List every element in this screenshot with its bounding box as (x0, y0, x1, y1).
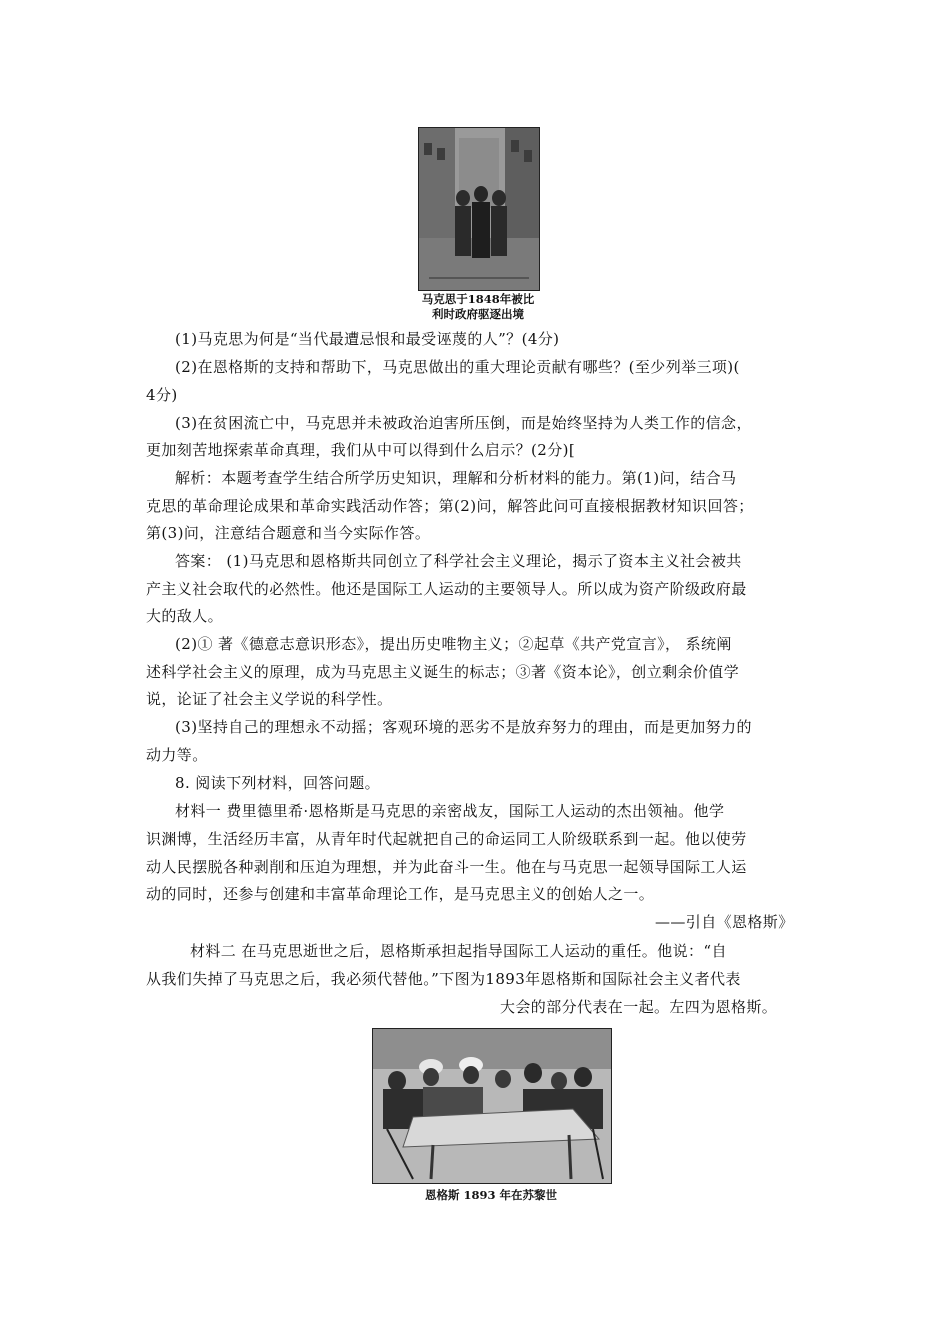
material1-line4: 动的同时，还参与创建和丰富革命理论工作，是马克思主义的创始人之一。 (146, 885, 655, 903)
answer1-line2: 产主义社会取代的必然性。他还是国际工人运动的主要领导人。所以成为资产阶级政府最 (146, 580, 747, 598)
question-3-line2: 更加刻苦地探索革命真理，我们从中可以得到什么启示？(2分)[ (146, 441, 576, 459)
street-scene-illustration (419, 128, 539, 290)
material2-line3: 大会的部分代表在一起。左四为恩格斯。 (500, 998, 778, 1016)
material1-line3: 动人民摆脱各种剥削和压迫为理想，并为此奋斗一生。他在与马克思一起领导国际工人运 (146, 858, 747, 876)
material2-line2: 从我们失掉了马克思之后，我必须代替他。”下图为1893年恩格斯和国际社会主义者代表 (146, 970, 741, 988)
material2-line1: 材料二 在马克思逝世之后，恩格斯承担起指导国际工人运动的重任。他说：“自 (190, 942, 727, 960)
question-3-line1: (3)在贫困流亡中，马克思并未被政治迫害所压倒，而是始终坚持为人类工作的信念， (175, 414, 752, 432)
group-photo-illustration (373, 1029, 611, 1183)
question-2-line2: 4分) (146, 386, 178, 404)
answer3-line1: (3)坚持自己的理想永不动摇；客观环境的恶劣不是放弃努力的理由，而是更加努力的 (175, 718, 752, 736)
figure1-caption-line1: 马克思于1848年被比 (421, 292, 535, 306)
figure1-caption (408, 292, 548, 322)
material1-line2: 识渊博，生活经历丰富，从青年时代起就把自己的命运同工人阶级联系到一起。他以使劳 (146, 830, 747, 848)
answer1-line3: 大的敌人。 (146, 607, 224, 625)
question-2-line1: (2)在恩格斯的支持和帮助下，马克思做出的重大理论贡献有哪些？(至少列举三项)( (175, 358, 740, 376)
figure2-caption: 恩格斯 1893 年在苏黎世 (424, 1188, 557, 1202)
question-8: 8. 阅读下列材料，回答问题。 (175, 774, 381, 792)
answer3-line2: 动力等。 (146, 746, 208, 764)
analysis-line2: 克思的革命理论成果和革命实践活动作答；第(2)问，解答此问可直接根据教材知识回答； (146, 497, 754, 515)
question-1: (1)马克思为何是“当代最遭忌恨和最受诬蔑的人”？(4分) (175, 330, 560, 348)
figure1-caption-line2: 利时政府驱逐出境 (432, 307, 524, 321)
marx-expulsion-photo (418, 127, 540, 291)
material1-line1: 材料一 费里德里希·恩格斯是马克思的亲密战友，国际工人运动的杰出领袖。他学 (175, 802, 725, 820)
engels-zurich-photo (372, 1028, 612, 1184)
answer2-line3: 说，论证了社会主义学说的科学性。 (146, 690, 393, 708)
analysis-line1: 解析：本题考查学生结合所学历史知识，理解和分析材料的能力。第(1)问，结合马 (175, 469, 737, 487)
material1-source: ——引自《恩格斯》 (655, 913, 794, 931)
answer2-line2: 述科学社会主义的原理，成为马克思主义诞生的标志；③著《资本论》，创立剩余价值学 (146, 663, 740, 681)
answer2-line1: (2)① 著《德意志意识形态》，提出历史唯物主义；②起草《共产党宣言》， 系统阐 (175, 635, 732, 653)
analysis-line3: 第(3)问，注意结合题意和当今实际作答。 (146, 524, 431, 542)
answer1-line1: 答案： (1)马克思和恩格斯共同创立了科学社会主义理论，揭示了资本主义社会被共 (175, 552, 742, 570)
